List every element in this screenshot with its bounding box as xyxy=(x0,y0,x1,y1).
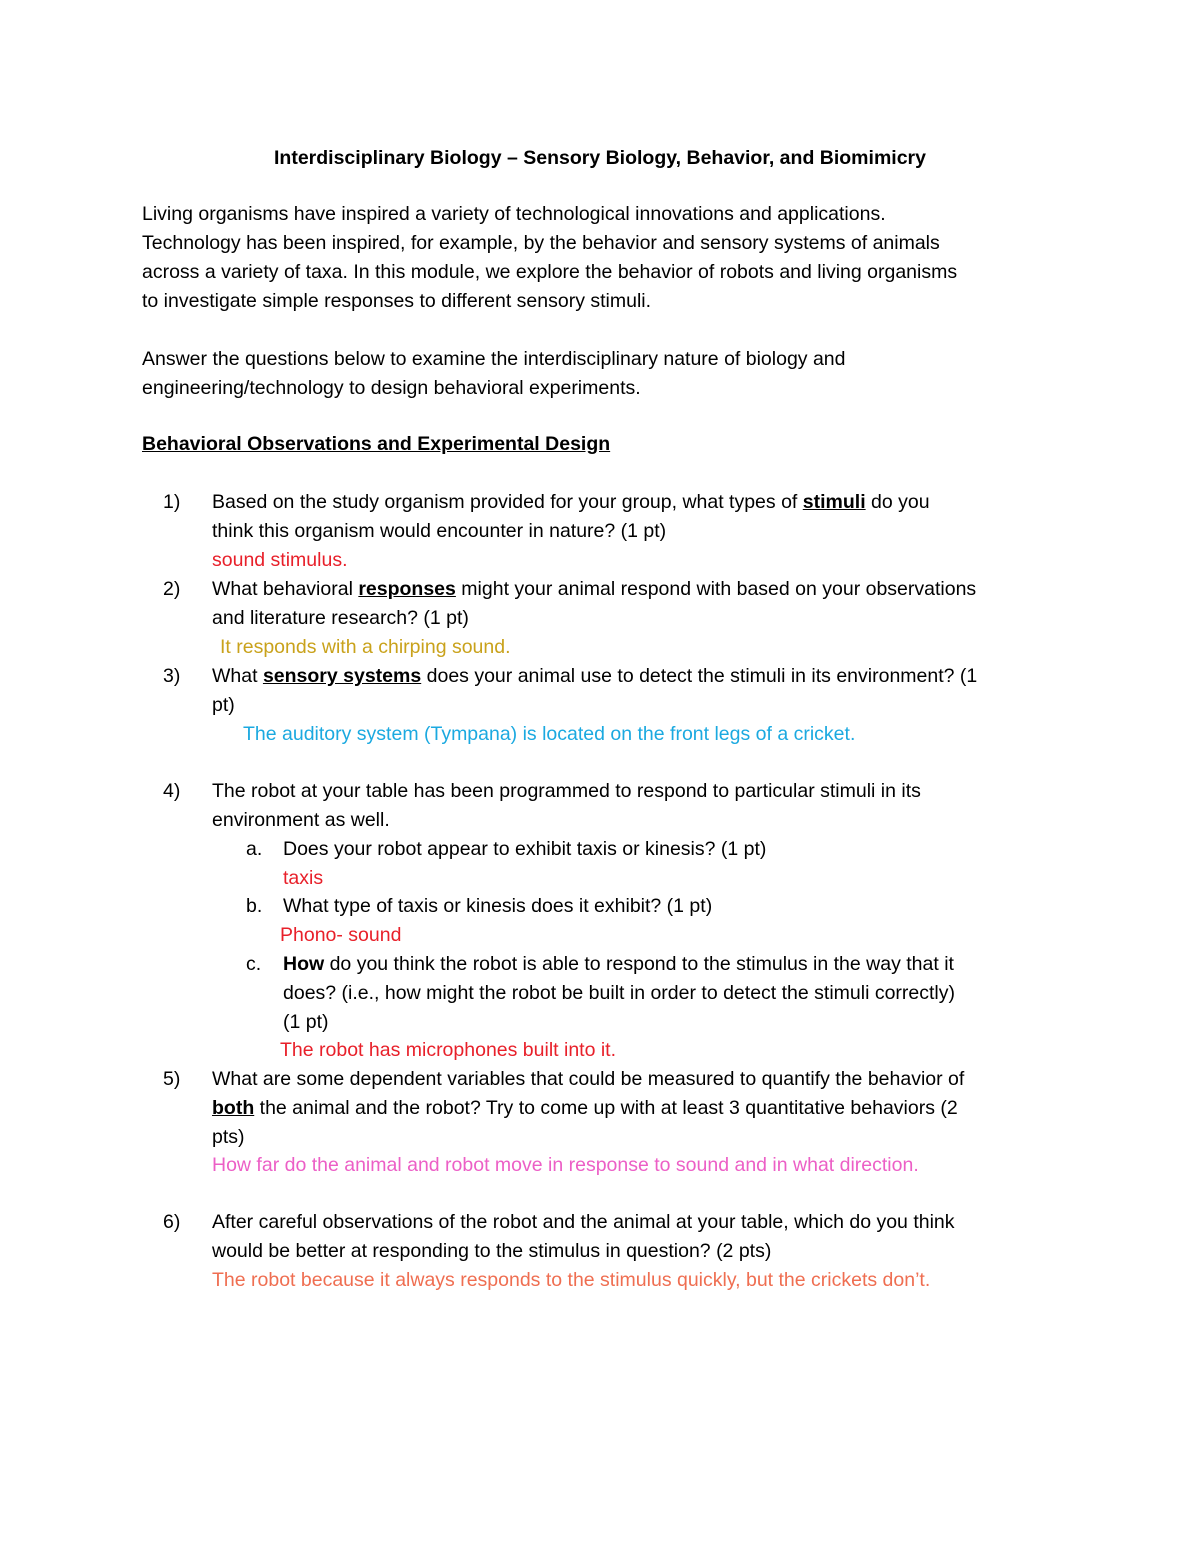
section-heading: Behavioral Observations and Experimental Design xyxy=(142,433,611,455)
question-2-line-1: What behavioral responses might your animal respond with based on your observations xyxy=(212,578,977,600)
question-2-line-2: and literature research? (1 pt) xyxy=(212,607,469,629)
intro-line-1: Living organisms have inspired a variety of technological innovations and applications. xyxy=(142,203,886,225)
question-1-number: 1) xyxy=(163,491,181,513)
question-6-line-1: After careful observations of the robot and the animal at your table, which do you think xyxy=(212,1211,955,1233)
question-6-answer: The robot because it always responds to the stimulus quickly, but the crickets don’t. xyxy=(212,1269,931,1291)
instructions-line-2: engineering/technology to design behavioral experiments. xyxy=(142,377,641,399)
question-4c-line-2: does? (i.e., how might the robot be built in order to detect the stimuli correctly) xyxy=(283,982,955,1004)
question-4c-line-3: (1 pt) xyxy=(283,1011,329,1033)
question-1-line-2: think this organism would encounter in nature? (1 pt) xyxy=(212,520,667,542)
intro-line-2: Technology has been inspired, for example, by the behavior and sensory systems of animals xyxy=(142,232,940,254)
question-4a-letter: a. xyxy=(246,838,263,860)
keyword-both: both xyxy=(212,1097,255,1119)
question-4a-answer: taxis xyxy=(283,867,324,889)
question-3-answer: The auditory system (Tympana) is located on the front legs of a cricket. xyxy=(243,723,856,745)
keyword-responses: responses xyxy=(358,578,456,600)
question-4-line-2: environment as well. xyxy=(212,809,390,831)
question-4a-text: Does your robot appear to exhibit taxis or kinesis? (1 pt) xyxy=(283,838,767,860)
question-4c-line-1: How do you think the robot is able to respond to the stimulus in the way that it xyxy=(283,953,954,975)
question-2-answer: It responds with a chirping sound. xyxy=(220,636,511,658)
keyword-sensory-systems: sensory systems xyxy=(262,665,422,687)
question-4-number: 4) xyxy=(163,780,181,802)
document-title: Interdisciplinary Biology – Sensory Biology, Behavior, and Biomimicry xyxy=(274,147,926,169)
question-4b-answer: Phono- sound xyxy=(280,924,402,946)
instructions-line-1: Answer the questions below to examine the interdisciplinary nature of biology and xyxy=(142,348,846,370)
question-3-line-2: pt) xyxy=(212,694,235,716)
question-5-line-3: pts) xyxy=(212,1126,245,1148)
question-4b-letter: b. xyxy=(246,895,263,917)
question-5-answer: How far do the animal and robot move in response to sound and in what direction. xyxy=(212,1154,919,1176)
question-4c-answer: The robot has microphones built into it. xyxy=(280,1039,617,1061)
question-5-line-2: both the animal and the robot? Try to come up with at least 3 quantitative behaviors (2 xyxy=(212,1097,958,1119)
question-3-line-1: What sensory systems does your animal use to detect the stimuli in its environment? (1 xyxy=(212,665,978,687)
keyword-stimuli: stimuli xyxy=(802,491,866,513)
question-3-number: 3) xyxy=(163,665,181,687)
question-5-number: 5) xyxy=(163,1068,181,1090)
question-1-answer: sound stimulus. xyxy=(212,549,348,571)
question-1-line-1: Based on the study organism provided for your group, what types of stimuli do you xyxy=(212,491,930,513)
question-2-number: 2) xyxy=(163,578,181,600)
question-4-line-1: The robot at your table has been programmed to respond to particular stimuli in its xyxy=(212,780,921,802)
question-4b-text: What type of taxis or kinesis does it exhibit? (1 pt) xyxy=(283,895,713,917)
intro-line-4: to investigate simple responses to different sensory stimuli. xyxy=(142,290,652,312)
question-5-line-1: What are some dependent variables that could be measured to quantify the behavior of xyxy=(212,1068,965,1090)
question-6-line-2: would be better at responding to the stimulus in question? (2 pts) xyxy=(212,1240,772,1262)
intro-line-3: across a variety of taxa. In this module, we explore the behavior of robots and living organisms xyxy=(142,261,958,283)
question-4c-letter: c. xyxy=(246,953,262,975)
question-6-number: 6) xyxy=(163,1211,181,1233)
keyword-how: How xyxy=(283,953,325,975)
